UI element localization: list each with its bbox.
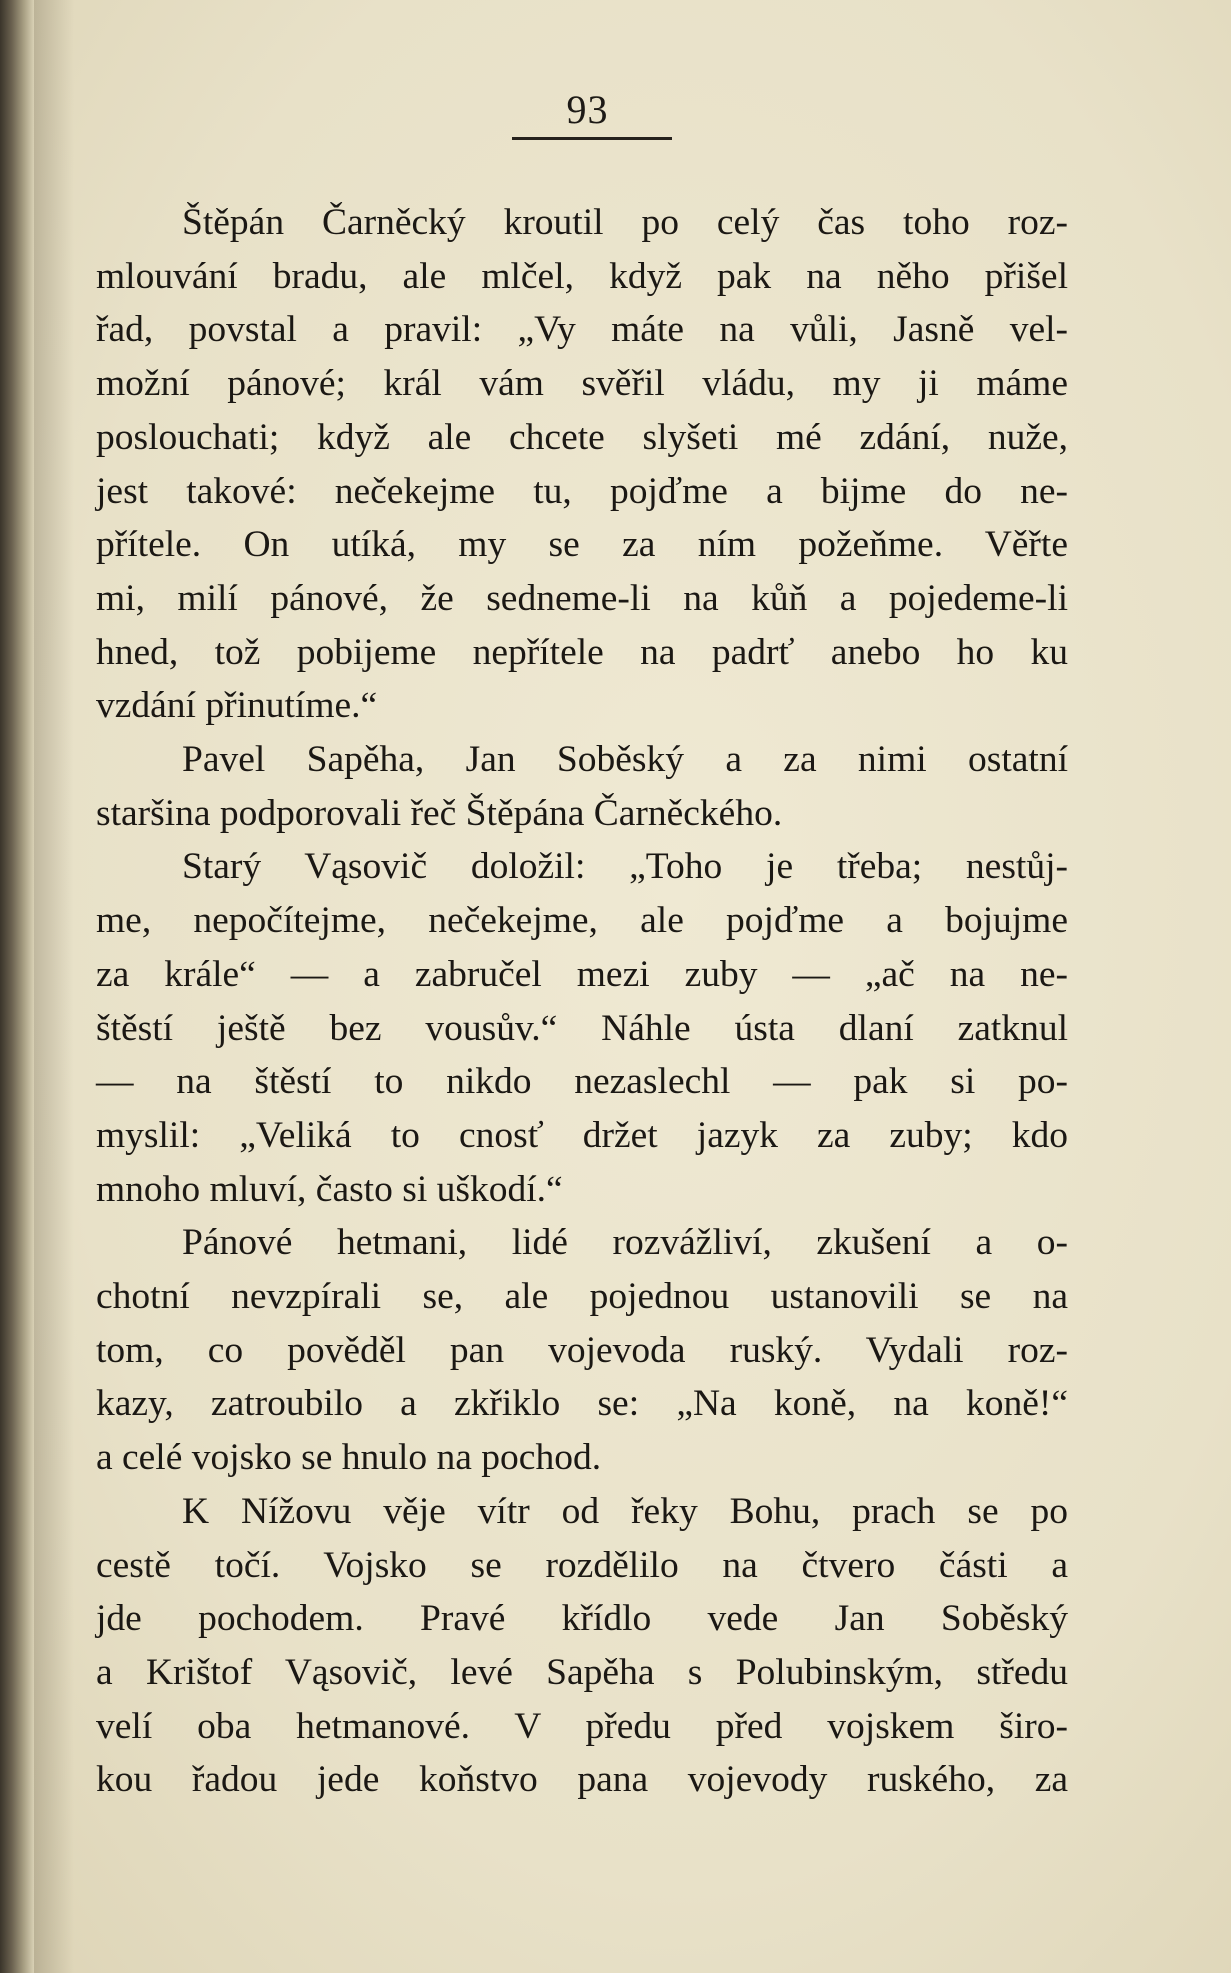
text-line: staršina podporovali řeč Štěpána Čarněckého. <box>96 792 783 834</box>
text-line: jde pochodem. Pravé křídlo vede Jan Soběský <box>96 1598 1068 1640</box>
text-line: — na štěstí to nikdo nezaslechl — pak si po- <box>96 1061 1068 1103</box>
text-line: velí oba hetmanové. V předu před vojskem širo- <box>96 1705 1068 1747</box>
text-line: Pánové hetmani, lidé rozvážliví, zkušení a o- <box>182 1222 1068 1264</box>
page-number-rule <box>512 137 672 140</box>
text-line: možní pánové; král vám svěřil vládu, my ji máme <box>96 363 1068 405</box>
text-line: Pavel Sapěha, Jan Soběský a za nimi ostatní <box>182 739 1068 781</box>
text-line: mi, milí pánové, že sedneme-li na kůň a pojedeme-li <box>96 577 1068 619</box>
body-text <box>96 196 1068 1807</box>
text-line: přítele. On utíká, my se za ním požeňme. Věřte <box>96 524 1068 566</box>
text-line: a Krištof Vąsovič, levé Sapěha s Polubinským, středu <box>96 1651 1068 1693</box>
text-line: a celé vojsko se hnulo na pochod. <box>96 1437 602 1479</box>
text-line: poslouchati; když ale chcete slyšeti mé zdání, nuže, <box>96 416 1068 458</box>
text-line: kazy, zatroubilo a zkřiklo se: „Na koně, na koně!“ <box>96 1383 1068 1425</box>
text-line: hned, tož pobijeme nepřítele na padrť anebo ho ku <box>96 631 1068 673</box>
book-gutter <box>0 0 34 1973</box>
text-line: myslil: „Veliká to cnosť držet jazyk za zuby; kdo <box>96 1114 1068 1156</box>
text-line: Štěpán Čarněcký kroutil po celý čas toho roz- <box>182 202 1068 243</box>
gutter-shadow <box>34 0 74 1973</box>
text-line: za krále“ — a zabručel mezi zuby — „ač na ne- <box>96 953 1068 995</box>
text-line: K Nížovu věje vítr od řeky Bohu, prach se po <box>182 1490 1068 1532</box>
page-number: 93 <box>566 87 609 132</box>
text-line: cestě točí. Vojsko se rozdělilo na čtvero části a <box>96 1544 1068 1586</box>
text-line: me, nepočítejme, nečekejme, ale pojďme a bojujme <box>96 900 1068 942</box>
text-line: Starý Vąsovič doložil: „Toho je třeba; nestůj- <box>182 846 1068 888</box>
text-line: vzdání přinutíme.“ <box>96 685 378 727</box>
text-line: jest takové: nečekejme tu, pojďme a bijme do ne- <box>96 470 1068 512</box>
text-line: tom, co pověděl pan vojevoda ruský. Vydali roz- <box>96 1329 1068 1371</box>
text-line: řad, povstal a pravil: „Vy máte na vůli, Jasně vel- <box>96 309 1068 351</box>
text-line: mnoho mluví, často si uškodí.“ <box>96 1168 563 1210</box>
text-line: štěstí ještě bez vousův.“ Náhle ústa dlaní zatknul <box>96 1007 1068 1049</box>
text-line: mlouvání bradu, ale mlčel, když pak na něho přišel <box>96 255 1068 297</box>
text-line: chotní nevzpírali se, ale pojednou ustanovili se na <box>96 1276 1068 1318</box>
text-line: kou řadou jede koňstvo pana vojevody ruského, za <box>96 1759 1068 1801</box>
